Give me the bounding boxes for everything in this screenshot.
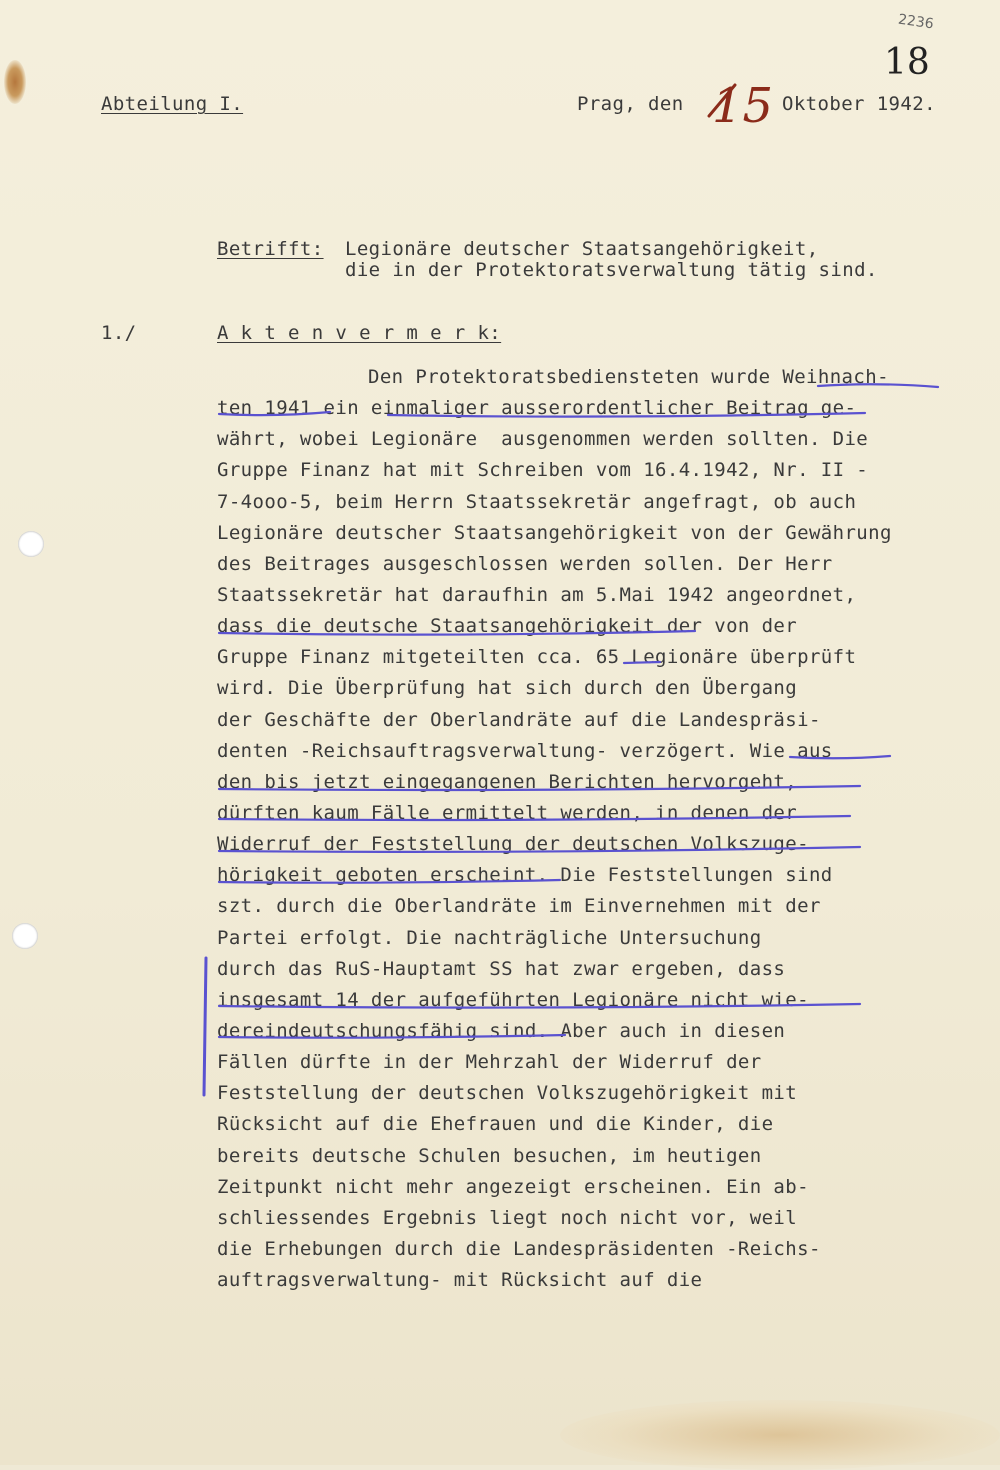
water-stain [560, 1400, 1000, 1470]
body-line: Partei erfolgt. Die nachträgliche Untersuchung [217, 926, 762, 949]
body-line: Zeitpunkt nicht mehr angezeigt erscheinen. Ein ab- [217, 1175, 809, 1198]
section-heading: A k t e n v e r m e r k: [217, 322, 502, 344]
body-line: Den Protektoratsbediensteten wurde Weihnach- [368, 366, 889, 388]
subject-label: Betrifft: [217, 238, 324, 260]
body-line: Legionäre deutscher Staatsangehörigkeit von der Gewährung [217, 521, 892, 544]
body-line: schliessendes Ergebnis liegt noch nicht vor, weil [217, 1206, 798, 1229]
body-line: bereits deutsche Schulen besuchen, im heutigen [217, 1144, 762, 1167]
body-line: 7-4ooo-5, beim Herrn Staatssekretär angefragt, ob auch [217, 490, 857, 513]
body-line: wird. Die Überprüfung hat sich durch den Übergang [217, 677, 798, 700]
body-line: des Beitrages ausgeschlossen werden sollen. Der Herr [217, 552, 833, 575]
department: Abteilung I. [101, 93, 244, 115]
body-line: hörigkeit geboten erscheint. Die Feststellungen sind [217, 864, 833, 887]
date-month-year: Oktober 1942. [782, 93, 936, 115]
pencil-margin-line [204, 958, 206, 1095]
body-line: Widerruf der Feststellung der deutschen Volkszuge- [217, 833, 809, 856]
punch-hole-top [18, 531, 44, 557]
body-line: dürften kaum Fälle ermittelt werden, in denen der [217, 801, 798, 824]
body-line: dereindeutschungsfähig sind. Aber auch in diesen [217, 1019, 786, 1042]
body-line: Fällen dürfte in der Mehrzahl der Widerruf der [217, 1051, 762, 1074]
handwritten-day: 15 [712, 78, 774, 134]
body-line: Gruppe Finanz hat mit Schreiben vom 16.4.1942, Nr. II - [217, 459, 869, 482]
memo-body [217, 362, 957, 1296]
rust-stain [4, 60, 26, 104]
body-line: auftragsverwaltung- mit Rücksicht auf die [217, 1269, 703, 1292]
subject-line-1: Legionäre deutscher Staatsangehörigkeit, [345, 238, 819, 260]
body-line: der Geschäfte der Oberlandräte auf die Landespräsi- [217, 708, 821, 731]
page-number: 18 [884, 42, 930, 83]
archive-number: 2236 [897, 11, 935, 33]
subject-line-2: die in der Protektoratsverwaltung tätig sind. [345, 259, 878, 281]
body-line: Staatssekretär hat daraufhin am 5.Mai 1942 angeordnet, [217, 583, 857, 606]
body-line: den bis jetzt eingegangenen Berichten hervorgeht, [217, 770, 798, 793]
body-line: durch das RuS-Hauptamt SS hat zwar ergeben, dass [217, 957, 786, 980]
body-line: szt. durch die Oberlandräte im Einvernehmen mit der [217, 895, 821, 918]
body-line: denten -Reichsauftragsverwaltung- verzögert. Wie aus [217, 739, 833, 762]
date-prefix: Prag, den [577, 93, 684, 115]
body-line: Gruppe Finanz mitgeteilten cca. 65 Legionäre überprüft [217, 646, 857, 669]
body-line: Feststellung der deutschen Volkszugehörigkeit mit [217, 1082, 798, 1105]
body-line: die Erhebungen durch die Landespräsidenten -Reichs- [217, 1237, 821, 1260]
body-line: dass die deutsche Staatsangehörigkeit der von der [217, 615, 798, 638]
body-line: Rücksicht auf die Ehefrauen und die Kinder, die [217, 1113, 774, 1136]
body-line: währt, wobei Legionäre ausgenommen werden sollten. Die [217, 428, 869, 451]
body-line: ten 1941 ein einmaliger ausserordentlicher Beitrag ge- [217, 397, 857, 420]
body-line: insgesamt 14 der aufgeführten Legionäre nicht wie- [217, 988, 809, 1011]
punch-hole-bottom [12, 923, 38, 949]
section-number: 1./ [101, 322, 137, 344]
